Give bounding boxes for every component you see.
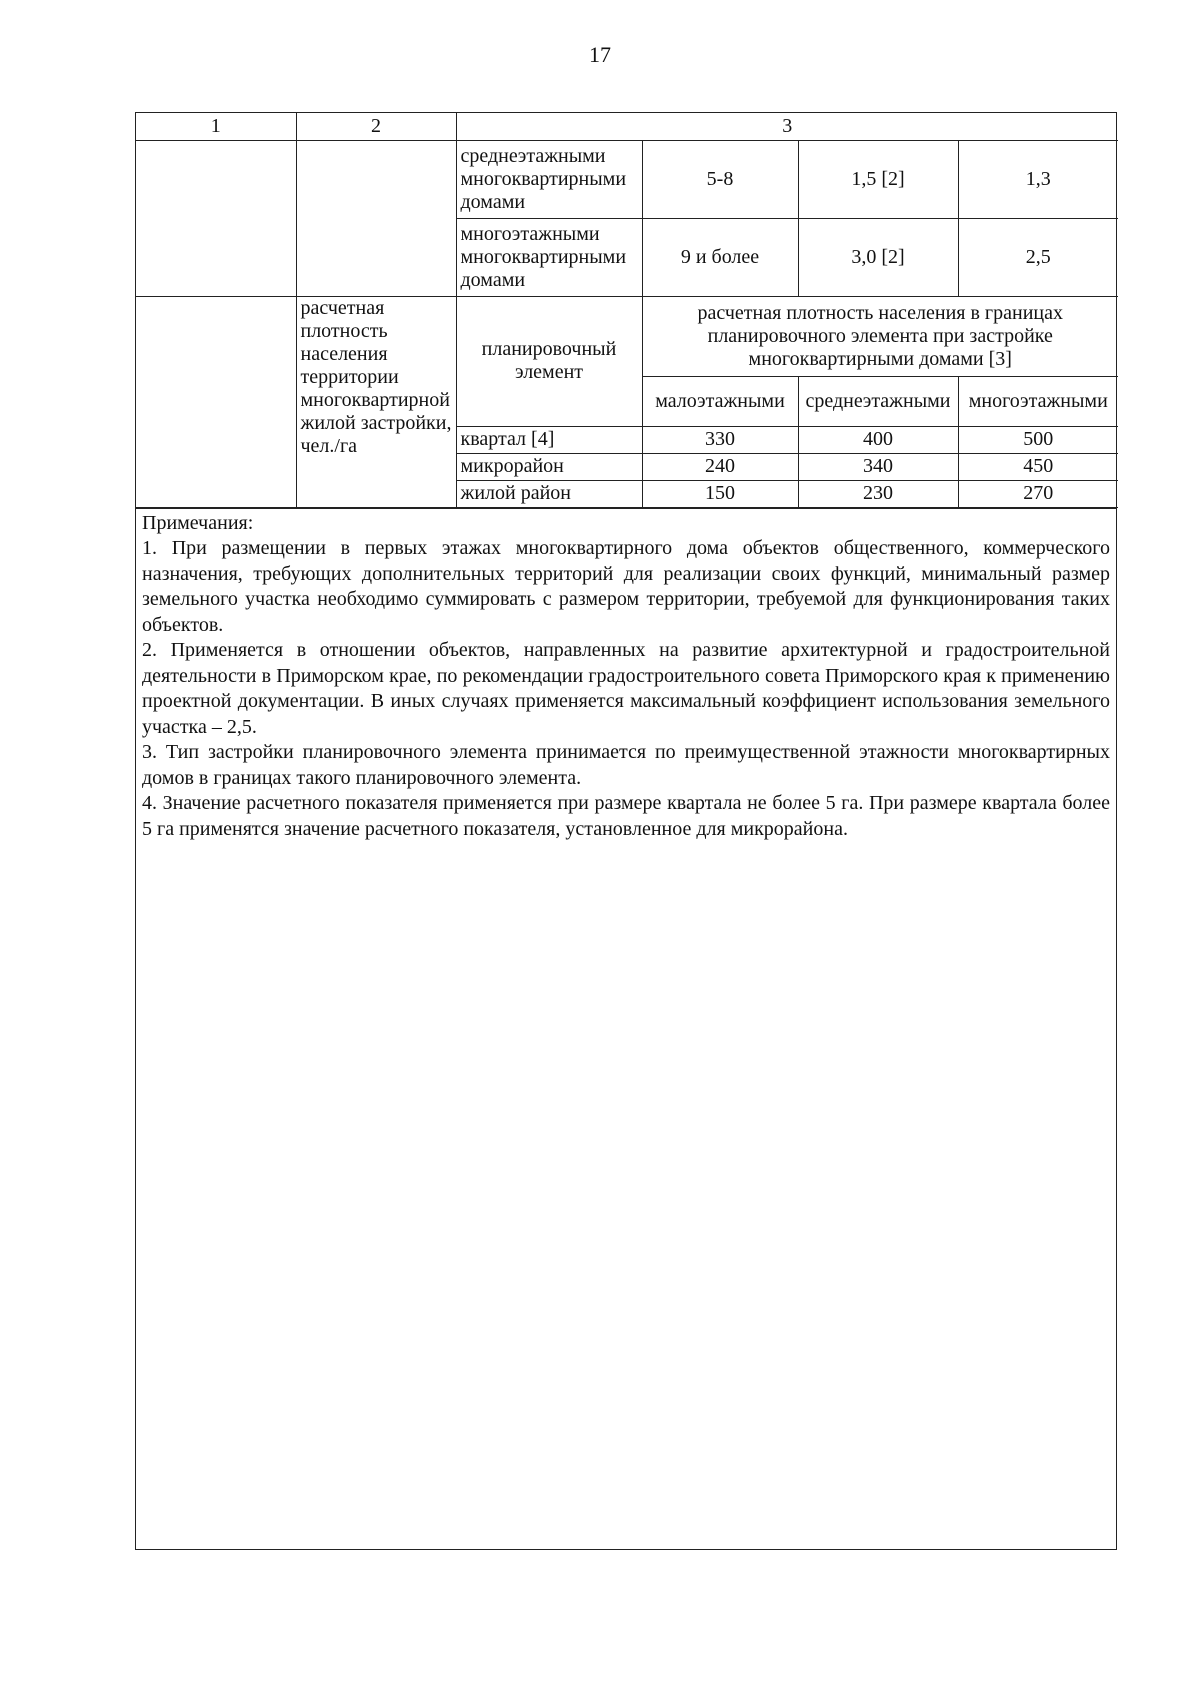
table-header-row [136,113,1118,140]
value-cell: 1,3 [958,140,1118,218]
column-header-3: 3 [456,113,1118,140]
empty-cell [136,296,296,507]
column-header-1: 1 [136,113,296,140]
norms-table [136,113,1118,508]
note-item: 4. Значение расчетного показателя применяется при размере квартала не более 5 га. При размере квартала более 5 га применятся значение расчетного показателя, установленное для микрорайона. [142,792,1110,840]
density-value-cell: 400 [798,426,958,453]
document-frame [135,112,1117,1550]
density-value-cell: 340 [798,453,958,480]
density-header: расчетная плотность населения в границах планировочного элемента при застройке многоквартирными домами [3] [642,296,1118,376]
density-value-cell: 240 [642,453,798,480]
density-value-cell: 270 [958,480,1118,507]
note-item: 2. Применяется в отношении объектов, направленных на развитие архитектурной и градостроительной деятельности в Приморском крае, по рекомендации градостроительного совета Приморского края к применению проектной документации. В иных случаях применяется максимальный коэффициент использования земельного участка – 2,5. [142,639,1110,738]
note-item: 3. Тип застройки планировочного элемента принимается по преимущественной этажности многоквартирных домов в границах такого планировочного элемента. [142,741,1110,789]
density-label-cell: расчетная плотность населения территории многоквартирной жилой застройки, чел./га [296,296,456,507]
notes-section [136,508,1116,1549]
density-column-header: среднеэтажными [798,376,958,426]
page-number: 17 [589,42,611,67]
building-type-cell: среднеэтажными многоквартирными домами [456,140,642,218]
density-column-header: многоэтажными [958,376,1118,426]
empty-cell [296,140,456,296]
density-value-cell: 230 [798,480,958,507]
planning-element-cell: жилой район [456,480,642,507]
value-cell: 1,5 [2] [798,140,958,218]
value-cell: 2,5 [958,218,1118,296]
density-column-header: малоэтажными [642,376,798,426]
floors-cell: 9 и более [642,218,798,296]
notes-heading: Примечания: [142,511,254,534]
density-value-cell: 500 [958,426,1118,453]
column-header-2: 2 [296,113,456,140]
density-value-cell: 330 [642,426,798,453]
floors-cell: 5-8 [642,140,798,218]
planning-element-cell: микрорайон [456,453,642,480]
building-type-cell: многоэтажными многоквартирными домами [456,218,642,296]
planning-element-header: планировочный элемент [456,296,642,426]
table-row [136,140,1118,218]
table-row [136,296,1118,376]
density-value-cell: 450 [958,453,1118,480]
density-value-cell: 150 [642,480,798,507]
empty-cell [136,140,296,296]
note-item: 1. При размещении в первых этажах многоквартирного дома объектов общественного, коммерческого назначения, требующих дополнительных территорий для реализации своих функций, минимальный размер земельного участка необходимо суммировать с размером территории, требуемой для функционирования таких объектов. [142,537,1110,636]
value-cell: 3,0 [2] [798,218,958,296]
planning-element-cell: квартал [4] [456,426,642,453]
